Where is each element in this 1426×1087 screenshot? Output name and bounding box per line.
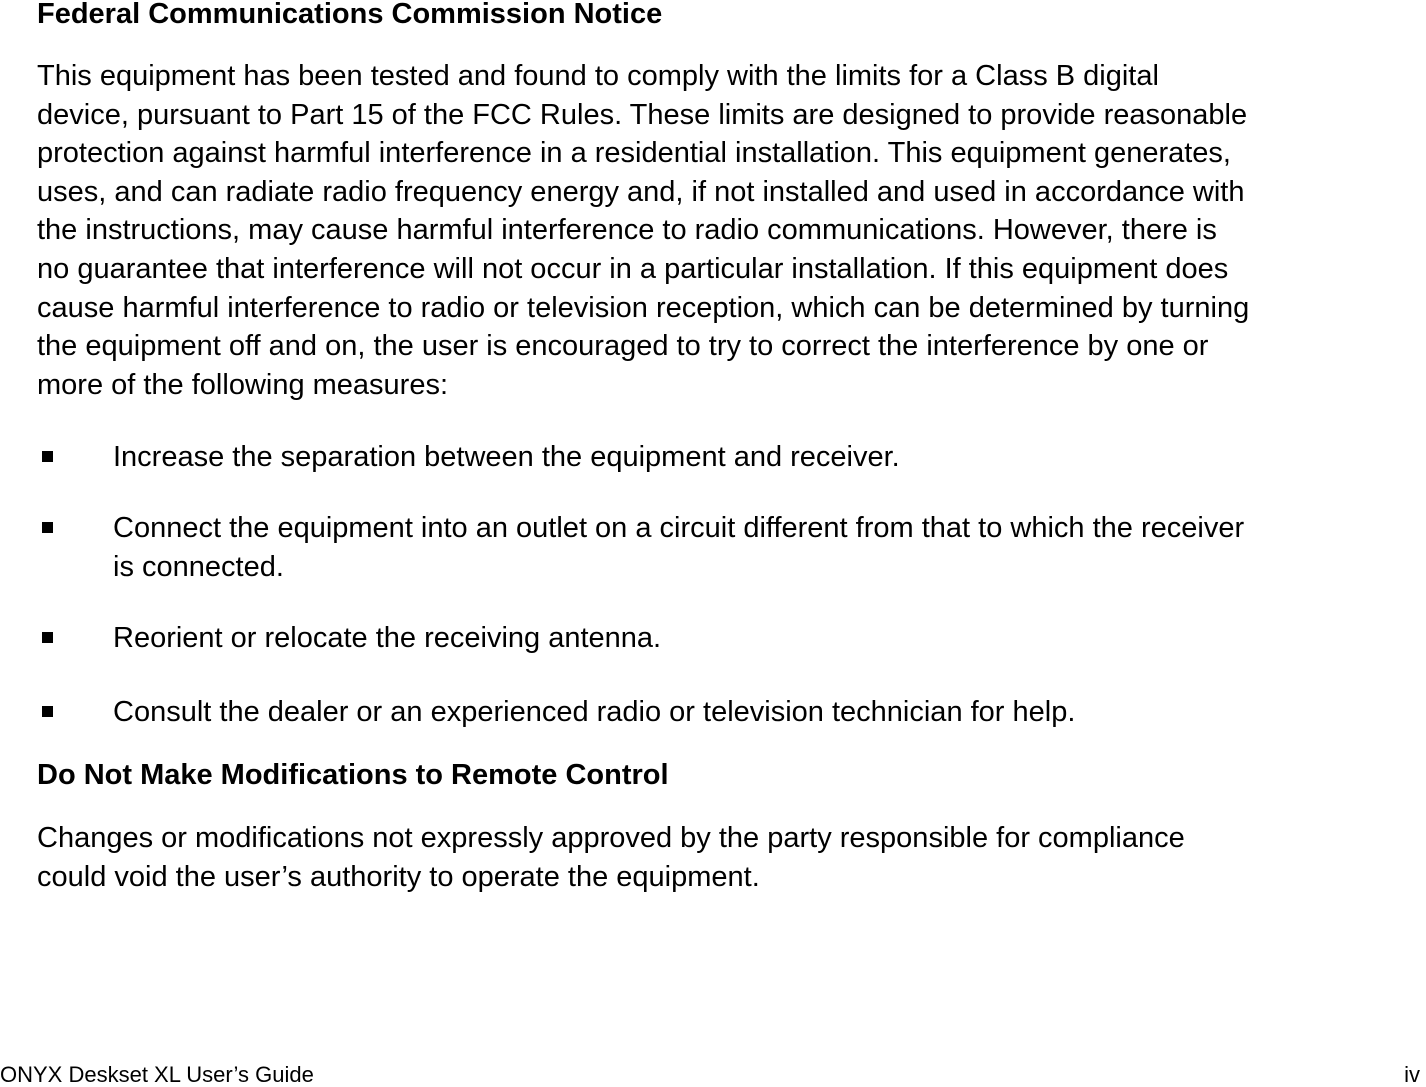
paragraph-line: the equipment off and on, the user is encouraged to try to correct the interference by one or — [37, 330, 1209, 363]
paragraph-line: could void the user’s authority to operate the equipment. — [37, 860, 760, 893]
paragraph-line: Changes or modifications not expressly approved by the party responsible for compliance — [37, 822, 1185, 854]
square-bullet-icon — [42, 451, 53, 462]
fcc-notice-heading: Federal Communications Commission Notice — [37, 0, 663, 30]
list-item-text — [113, 619, 661, 658]
list-item-line: Increase the separation between the equipment and receiver. — [113, 441, 900, 473]
footer-document-title: ONYX Deskset XL User’s Guide — [0, 1062, 314, 1087]
modifications-paragraph — [37, 819, 1426, 896]
list-item-text — [113, 438, 900, 477]
list-item-text — [113, 509, 1244, 586]
paragraph-line: the instructions, may cause harmful interference to radio communications. However, there is — [37, 214, 1217, 247]
paragraph-line: This equipment has been tested and found to comply with the limits for a Class B digital — [37, 60, 1159, 92]
square-bullet-icon — [42, 706, 53, 717]
paragraph-line: device, pursuant to Part 15 of the FCC Rules. These limits are designed to provide reasonable — [37, 98, 1248, 131]
list-item-line: Consult the dealer or an experienced radio or television technician for help. — [113, 696, 1076, 728]
square-bullet-icon — [42, 522, 53, 533]
square-bullet-icon — [42, 632, 53, 643]
page-number: iv — [1404, 1062, 1420, 1087]
paragraph-line: no guarantee that interference will not occur in a particular installation. If this equipment does — [37, 252, 1229, 285]
list-item-text — [113, 693, 1075, 732]
paragraph-line: cause harmful interference to radio or television reception, which can be determined by turning — [37, 291, 1250, 324]
fcc-notice-paragraph — [37, 57, 1426, 404]
paragraph-line: uses, and can radiate radio frequency energy and, if not installed and used in accordance with — [37, 175, 1245, 208]
list-item-line: Reorient or relocate the receiving antenna. — [113, 622, 662, 654]
paragraph-line: protection against harmful interference in a residential installation. This equipment generates, — [37, 137, 1231, 170]
list-item-line: Connect the equipment into an outlet on a circuit different from that to which the receiver — [113, 512, 1245, 544]
list-item-line: is connected. — [113, 550, 284, 583]
modifications-heading: Do Not Make Modifications to Remote Control — [37, 759, 669, 791]
paragraph-line: more of the following measures: — [37, 368, 449, 401]
